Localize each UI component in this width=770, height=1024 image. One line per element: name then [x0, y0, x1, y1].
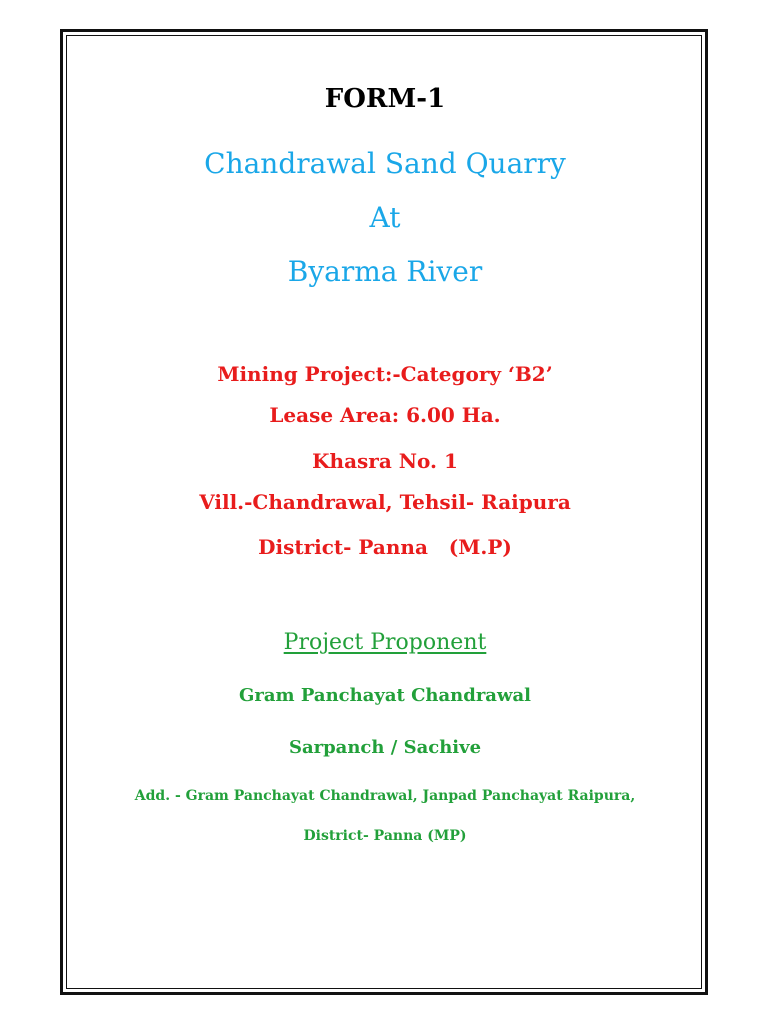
- quarry-connector: At: [369, 201, 401, 234]
- lease-area: Lease Area: 6.00 Ha.: [269, 403, 501, 427]
- quarry-name: Chandrawal Sand Quarry: [204, 147, 566, 180]
- village-tehsil: Vill.-Chandrawal, Tehsil- Raipura: [199, 490, 571, 514]
- form-title: FORM-1: [324, 84, 446, 114]
- project-proponent-heading: Project Proponent: [283, 630, 487, 655]
- proponent-name: Gram Panchayat Chandrawal: [239, 685, 531, 706]
- khasra-number: Khasra No. 1: [312, 449, 458, 473]
- project-category: Mining Project:-Category ‘B2’: [217, 362, 553, 386]
- proponent-address-line1: Add. - Gram Panchayat Chandrawal, Janpad Panchayat Raipura,: [134, 788, 636, 804]
- proponent-address-line2: District- Panna (MP): [303, 828, 467, 844]
- river-name: Byarma River: [287, 255, 483, 288]
- district: District- Panna (M.P): [258, 535, 512, 559]
- proponent-role: Sarpanch / Sachive: [288, 737, 482, 758]
